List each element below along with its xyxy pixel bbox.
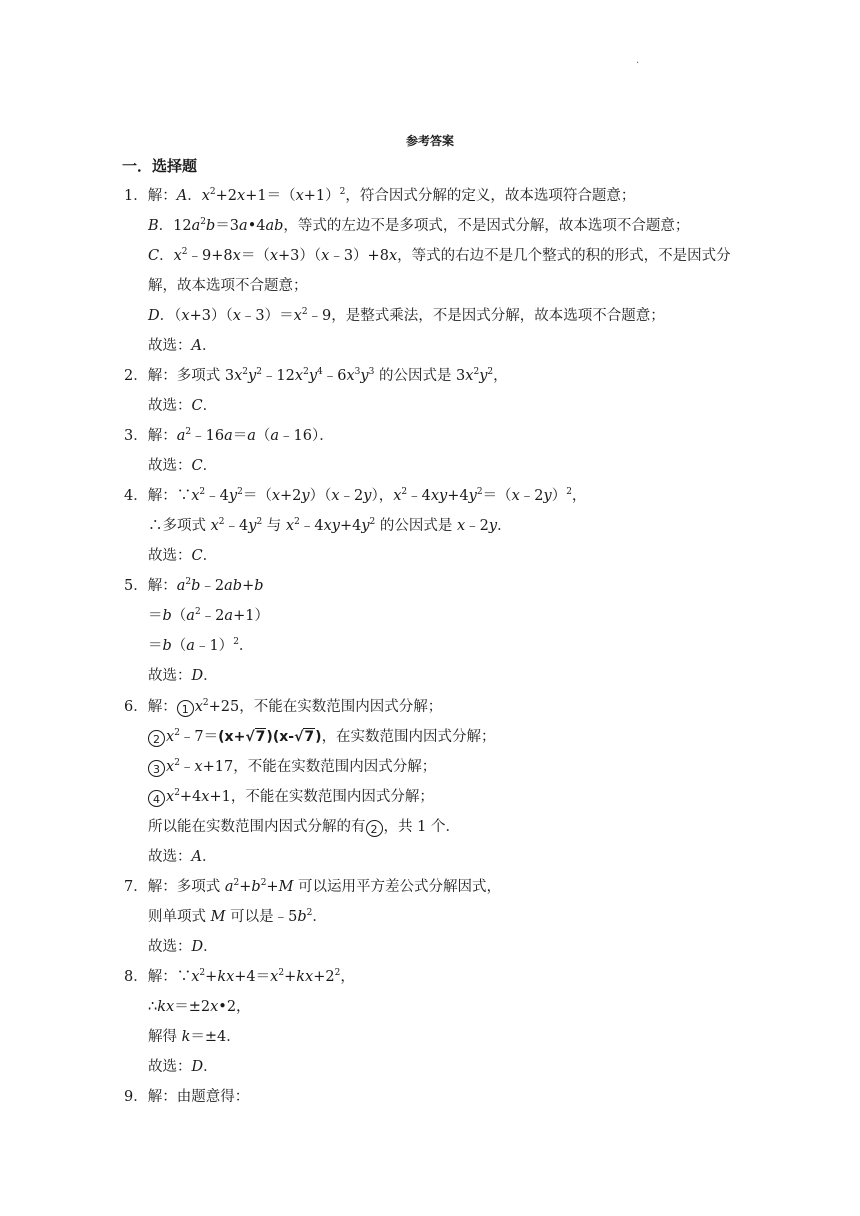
q8-answer: 故选：D． xyxy=(148,1059,218,1075)
q8-line-3: 解得 k＝±4． xyxy=(148,1029,241,1045)
section-heading: 一．选择题 xyxy=(122,157,198,175)
q3-answer: 故选：C． xyxy=(148,458,218,474)
q1-line-5: D．$(x+3)(x﹣3)=x^2﹣9$，是整式乘法，不是因式分解，故本选项不合题意； xyxy=(148,307,665,324)
q4-line-1: 4．解：$\because x^2﹣4y^2=(x+2y)(x﹣2y)$，$x^2﹣4xy+4y^2=(x﹣2y)^2$， xyxy=(124,487,587,504)
q1-line-2: B．$12a^2b=3a•4ab$，等式的左边不是多项式，不是因式分解，故本选项不合题意； xyxy=(148,217,690,234)
q7-answer: 故选：D． xyxy=(148,939,218,955)
q6-line-4: 4 $x^2+4x+1$，不能在实数范围内因式分解； xyxy=(148,787,434,807)
header-dot: · xyxy=(636,58,640,69)
q4-answer: 故选：C． xyxy=(148,548,218,564)
q6-line-1: 6．解： 1 $x^2+25$，不能在实数范围内因式分解； xyxy=(124,698,443,716)
q1-line-3: C．$x^2﹣9+8x=(x+3)(x﹣3)+8x$，等式的右边不是几个整式的积的形式，不是因式分 xyxy=(148,247,731,264)
q3-line-1: 3．解：$a^2﹣16a=a(a﹣16)$． xyxy=(124,427,334,444)
q6-line-5: 所以能在实数范围内因式分解的有 2 ，共 1 个． xyxy=(148,819,460,836)
q5-line-2: $=b(a^2﹣2a+1)$ xyxy=(148,607,269,624)
q1-line-4: 解，故本选项不合题意； xyxy=(148,278,308,294)
circled-number-2: 2 xyxy=(148,730,165,747)
q8-line-2: ∴kx＝±2x•2， xyxy=(148,999,251,1015)
q1-answer: 故选：A． xyxy=(148,338,217,354)
factored-expression: (x+√7)(x-√7) xyxy=(218,729,322,745)
circled-number-1: 1 xyxy=(177,700,194,717)
q7-line-1: 7．解：多项式 $a^2+b^2+M$ 可以运用平方差公式分解因式， xyxy=(124,878,502,895)
q5-line-1: 5．解：$a^2b﹣2ab+b$ xyxy=(124,577,264,594)
q4-line-2: ∴多项式 $x^2﹣4y^2$ 与 $x^2﹣4xy+4y^2$ 的公因式是 x﹣2y． xyxy=(148,517,512,534)
circled-number-2: 2 xyxy=(366,820,383,837)
circled-number-3: 3 xyxy=(148,760,165,777)
page-title: 参考答案 xyxy=(405,134,454,148)
circled-number-4: 4 xyxy=(148,790,165,807)
q6-line-3: 3 $x^2﹣x+17$，不能在实数范围内因式分解； xyxy=(148,757,436,777)
q1-line-1: 1．解：A．$x^2+2x+1=(x+1)^2$，符合因式分解的定义，故本选项符合题意； xyxy=(124,187,636,204)
q5-answer: 故选：D． xyxy=(148,668,218,684)
q6-answer: 故选：A． xyxy=(148,849,217,865)
q8-line-1: 8．解：$\because x^2+kx+4=x^2+kx+2^2$， xyxy=(124,968,355,985)
q2-answer: 故选：C． xyxy=(148,398,218,414)
q9-line-1: 9．解：由题意得： xyxy=(124,1089,250,1105)
q2-line-1: 2．解：多项式 $3x^2y^2﹣12x^2y^4﹣6x^3y^3$ 的公因式是 $3x^2y^2$， xyxy=(124,367,508,384)
q5-line-3: ＝b（a﹣1）$^2$． xyxy=(148,637,254,654)
q7-line-2: 则单项式 M 可以是$﹣5b^2$． xyxy=(148,908,327,925)
q6-line-2: 2 $x^2﹣7=(x+√7)(x-√7)$，在实数范围内因式分解； xyxy=(148,727,496,747)
